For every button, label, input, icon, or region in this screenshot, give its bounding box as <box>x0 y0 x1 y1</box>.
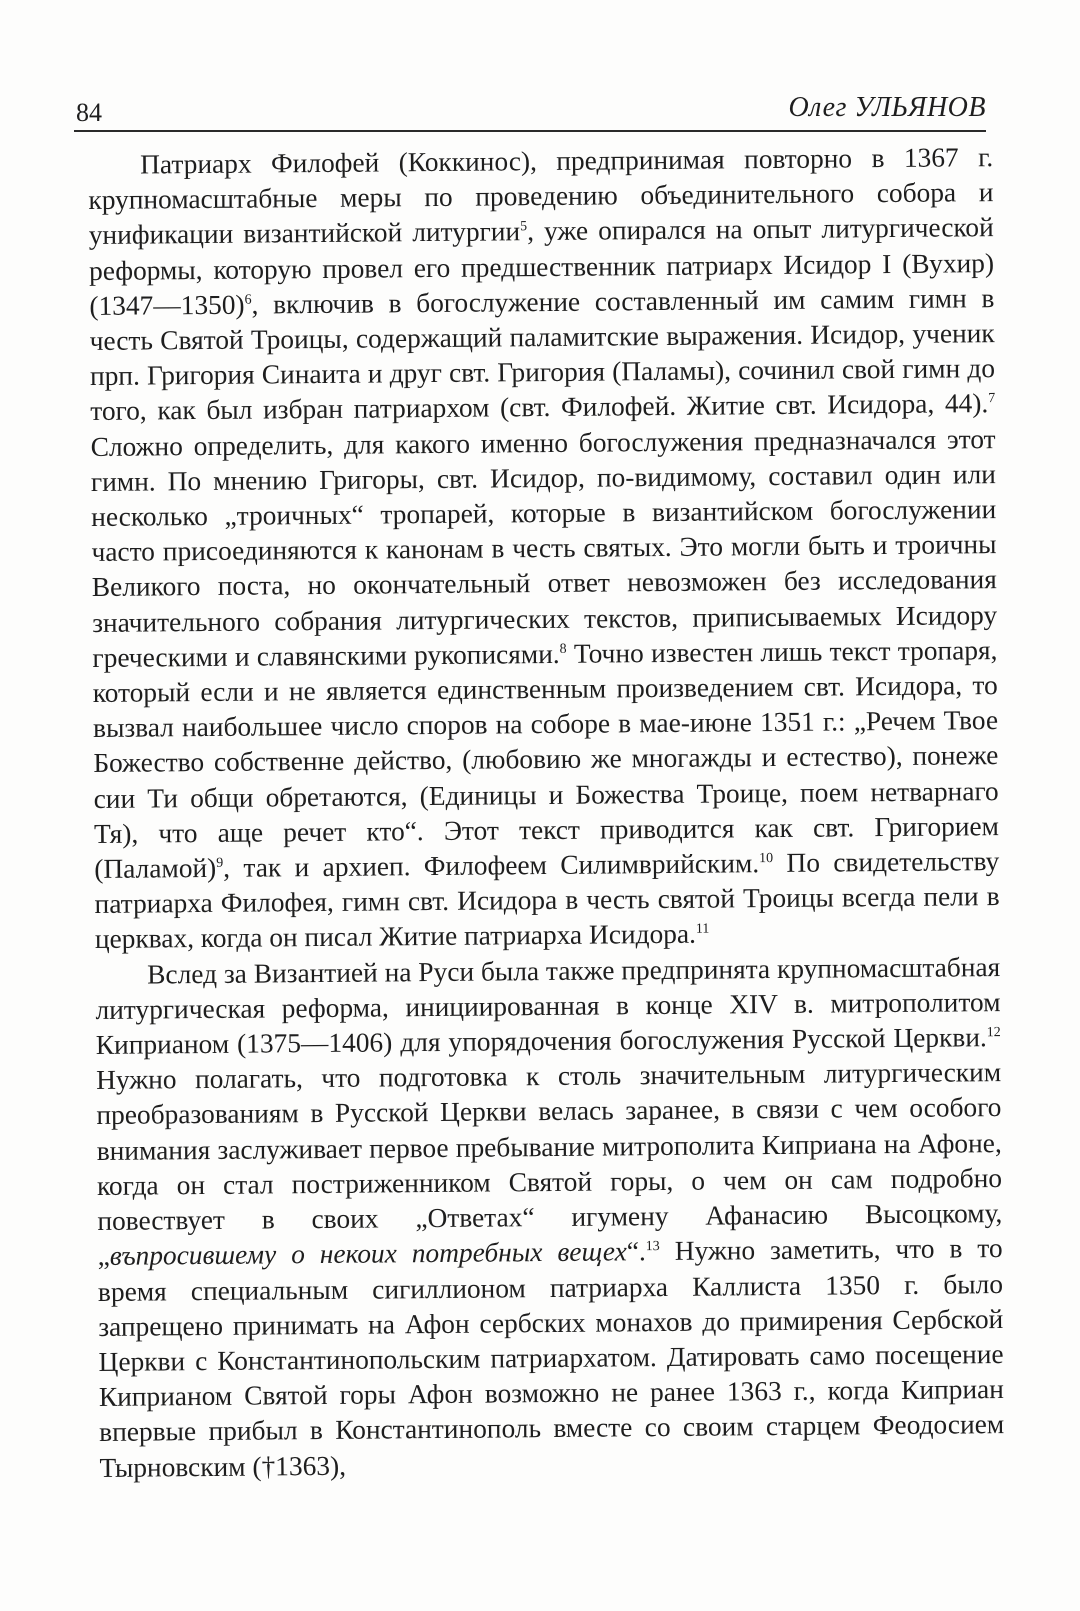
footnote-ref: 13 <box>645 1239 660 1255</box>
text-run: , так и архиеп. Филофеем Силимврийским. <box>223 848 760 883</box>
text-run: Вслед за Византией на Руси была также предпринята крупномасштабная литургическая реформа, инициированная в конце XIV в. митрополитом Киприаном (1375—1406) для упорядочения богослужения Русской Церкви. <box>95 951 1001 1061</box>
text-run: Патриарх Филофей (Коккинос), предпринимая повторно в 1367 г. крупномасштабные меры по проведению объединительного собора и унификации византийской литургии <box>88 142 994 251</box>
footnote-ref: 9 <box>216 855 224 871</box>
text-run: , включив в богослужение составленный им самим гимн в честь Святой Троицы, содержащий паламитские выражения. Исидор, ученик прп. Григория Синаита и друг свт. Григория (Паламы), сочинил свой гимн до того, как был избран патриархом (свт. Филофей. Житие свт. Исидора, 44). <box>89 282 996 427</box>
text-run: Сложно определить, для какого именно богослужения предназначался этот гимн. По мнению Григоры, свт. Исидор, по-видимому, составил один или несколько „троичных“ тропарей, которые в византийском богослужении часто присоединяются к канонам в честь святых. Это могли быть и троичны Великого поста, но окончательный ответ невозможен без исследования значительного собрания литургических текстов, приписываемых Исидору греческими и славянскими рукописями. <box>90 423 998 673</box>
text-run: По свидетельству патриарха Филофея, гимн свт. Исидора в честь святой Троицы всегда пели в церквах, когда он писал Житие патриарха Исидора. <box>94 846 1000 955</box>
page-header <box>74 78 986 132</box>
text-run: Нужно заметить, что в то время специальным сигиллионом патриарха Каллиста 1350 г. было запрещено принимать на Афон сербских монахов до примирения Сербской Церкви с Константинопольским патриархатом. Датировать само посещение Киприаном Святой горы Афон возможно не ранее 1363 г., когда Киприан впервые прибыл в Константинополь вместе со своим старцем Феодосием Тырновским (†1363), <box>97 1233 1005 1483</box>
italic-quote: въпросившему о некоих потребных вещех <box>109 1236 627 1272</box>
footnote-ref: 7 <box>988 391 996 407</box>
footnote-ref: 8 <box>559 641 567 657</box>
footnote-ref: 6 <box>244 292 252 308</box>
page-number: 84 <box>76 98 102 127</box>
paragraph <box>88 140 1000 958</box>
text-run: , уже опирался на опыт литургической реформы, которую провел его предшественник патриарх Исидор I (Вухир) (1347—1350) <box>88 212 995 321</box>
text-run: Нужно полагать, что подготовка к столь значительным литургическим преобразованиям в Русской Церкви велась заранее, в связи с чем особого внимания заслуживает первое пребывание митрополита Киприана на Афоне, когда он стал постриженником Святой горы, о чем он сам подробно повествует в своих „Ответах“ игумену Афанасию Высоцкому, „ <box>96 1057 1003 1272</box>
footnote-ref: 5 <box>520 219 528 235</box>
body-text <box>88 140 1005 1486</box>
text-run: “. <box>626 1236 646 1267</box>
footnote-ref: 11 <box>695 922 710 938</box>
running-head-author: Олег УЛЬЯНОВ <box>788 92 986 123</box>
text-run: Точно известен лишь текст тропаря, который если и не является единственным произведением свт. Исидора, то вызвал наибольшее число споров на соборе в мае-июне 1351 г.: „Речем Твое Божество собственне действо, (любовию же многажды и естество), понеже сии Ти общи обретаются, (Единицы и Божества Троице, поем нетварнаго Тя), что аще речет кто“. Этот текст приводится как свт. Григорием (Паламой) <box>92 634 1000 885</box>
paragraph <box>95 950 1005 1486</box>
footnote-ref: 10 <box>758 851 774 867</box>
footnote-ref: 12 <box>986 1025 1001 1041</box>
